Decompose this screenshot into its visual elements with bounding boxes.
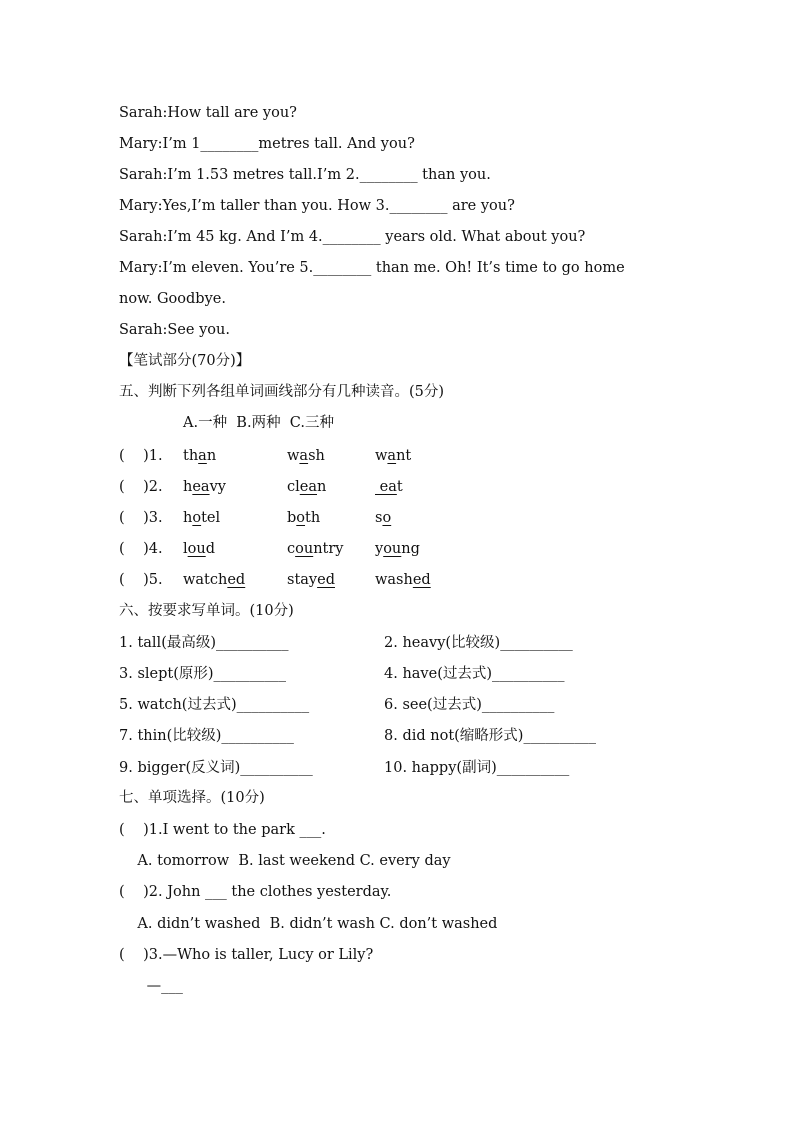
dialogue-line: Sarah:I’m 45 kg. And I’m 4.________ years old. What about you? <box>119 229 586 245</box>
phonics-word: washed <box>375 572 431 588</box>
phonics-item-number: ( )5. <box>119 572 168 588</box>
dialogue-line: Sarah:How tall are you? <box>119 105 297 121</box>
phonics-word: so <box>375 510 392 526</box>
dialogue-line: Mary:Yes,I’m taller than you. How 3.________ are you? <box>119 198 515 214</box>
section5-options: A.一种 B.两种 C.三种 <box>183 415 334 431</box>
answer-blank: —___ <box>119 978 183 994</box>
word-task: 10. happy(副词)__________ <box>384 760 570 776</box>
question-line: ( )1.I went to the park ___. <box>119 822 326 838</box>
underlined-letters: ed <box>317 572 335 588</box>
underlined-letters: ou <box>187 541 206 557</box>
phonics-word: loud <box>183 541 216 557</box>
phonics-item-number: ( )1. <box>119 448 168 464</box>
phonics-word: want <box>375 448 412 464</box>
question-line: ( )2. John ___ the clothes yesterday. <box>119 884 392 900</box>
phonics-word: wash <box>287 448 325 464</box>
dialogue-line: Mary:I’m 1________metres tall. And you? <box>119 136 415 152</box>
dialogue-line: now. Goodbye. <box>119 291 226 307</box>
dialogue-line: Mary:I’m eleven. You’re 5.________ than me. Oh! It’s time to go home <box>119 260 625 276</box>
word-task: 4. have(过去式)__________ <box>384 666 565 682</box>
phonics-word: both <box>287 510 321 526</box>
underlined-letters: ed <box>227 572 246 588</box>
word-task: 1. tall(最高级)__________ <box>119 635 289 651</box>
underlined-letters: o <box>296 510 306 526</box>
word-task: 2. heavy(比较级)__________ <box>384 635 573 651</box>
underlined-letters: a <box>299 448 309 464</box>
underlined-letters: a <box>198 448 207 464</box>
word-task: 3. slept(原形)__________ <box>119 666 287 682</box>
answer-options: A. didn’t washed B. didn’t wash C. don’t washed <box>119 916 498 932</box>
phonics-word: stayed <box>287 572 335 588</box>
phonics-word: than <box>183 448 217 464</box>
phonics-word: clean <box>287 479 327 495</box>
section5-title: 五、判断下列各组单词画线部分有几种读音。(5分) <box>119 384 445 400</box>
underlined-letters: ea <box>375 479 397 495</box>
phonics-item-number: ( )3. <box>119 510 168 526</box>
dialogue-line: Sarah:See you. <box>119 322 230 338</box>
word-task: 7. thin(比较级)__________ <box>119 728 294 744</box>
underlined-letters: o <box>382 510 392 526</box>
word-task: 5. watch(过去式)__________ <box>119 697 310 713</box>
underlined-letters: ou <box>295 541 314 557</box>
written-section-header: 【笔试部分(70分)】 <box>119 353 251 369</box>
underlined-letters: ou <box>383 541 402 557</box>
phonics-word: country <box>287 541 344 557</box>
word-task: 9. bigger(反义词)__________ <box>119 760 313 776</box>
underlined-letters: ea <box>192 479 210 495</box>
phonics-item-number: ( )2. <box>119 479 168 495</box>
phonics-item-number: ( )4. <box>119 541 168 557</box>
underlined-letters: ed <box>412 572 431 588</box>
dialogue-line: Sarah:I’m 1.53 metres tall.I’m 2.________ than you. <box>119 167 491 183</box>
phonics-word: young <box>375 541 420 557</box>
section7-title: 七、单项选择。(10分) <box>119 790 265 806</box>
phonics-word: hotel <box>183 510 221 526</box>
underlined-letters: o <box>192 510 202 526</box>
question-line: ( )3.—Who is taller, Lucy or Lily? <box>119 947 374 963</box>
word-task: 6. see(过去式)__________ <box>384 697 555 713</box>
phonics-word: eat <box>375 479 403 495</box>
phonics-word: watched <box>183 572 246 588</box>
word-task: 8. did not(缩略形式)__________ <box>384 728 596 744</box>
underlined-letters: a <box>387 448 397 464</box>
phonics-word: heavy <box>183 479 226 495</box>
section6-title: 六、按要求写单词。(10分) <box>119 603 294 619</box>
answer-options: A. tomorrow B. last weekend C. every day <box>119 853 451 869</box>
underlined-letters: ea <box>299 479 317 495</box>
